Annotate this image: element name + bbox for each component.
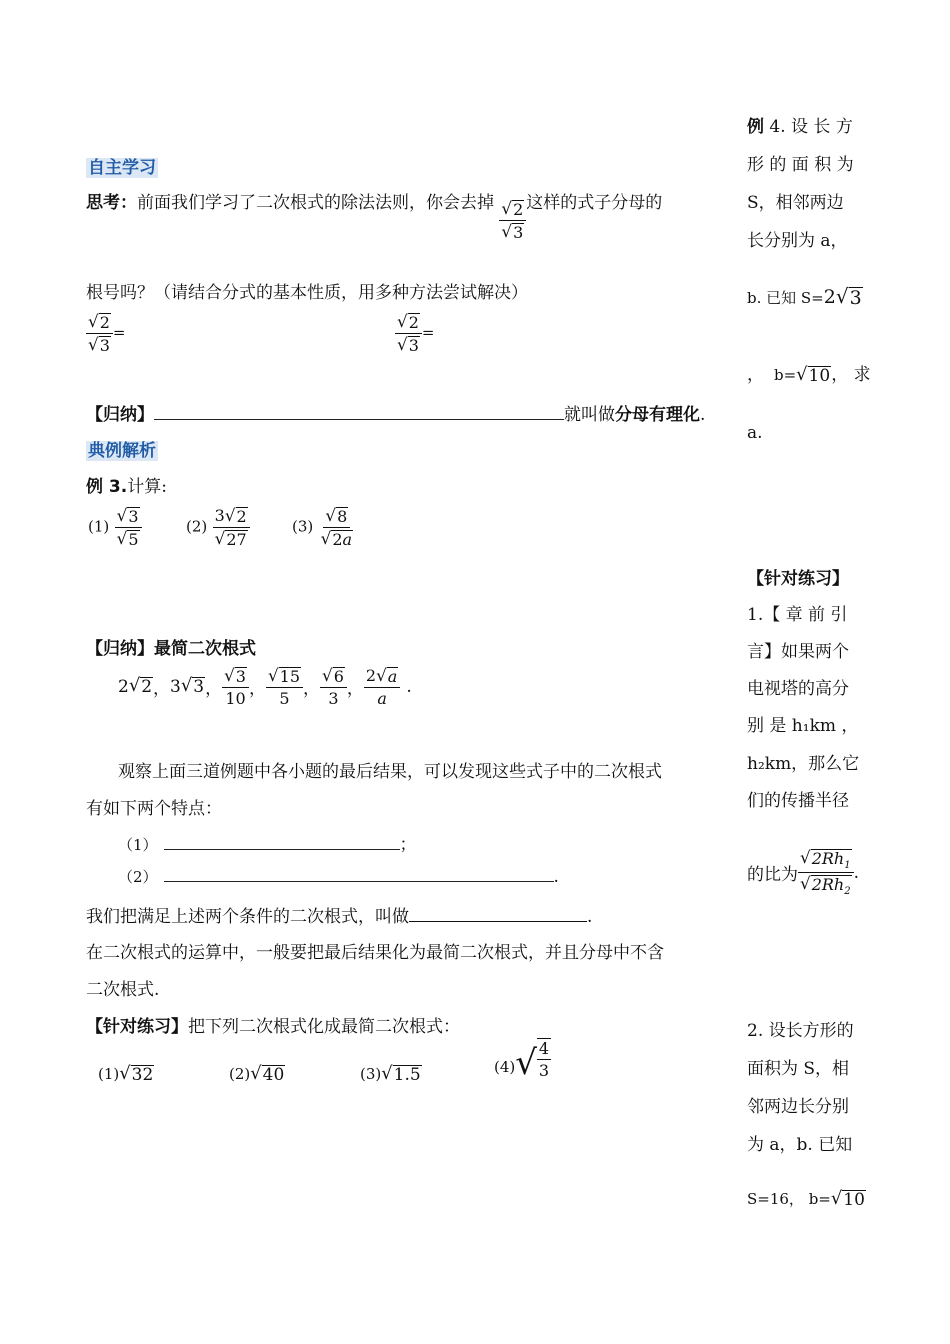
expr1-equals: = bbox=[112, 323, 126, 342]
sr-frac-3: √ 6 3 bbox=[320, 666, 347, 708]
sb-p1-ratio bbox=[747, 848, 859, 897]
ex3-item2-den: 27 bbox=[226, 529, 247, 549]
sr-frac-4: 2 √ a a bbox=[364, 666, 400, 708]
expr2-den: 3 bbox=[408, 335, 419, 355]
ex3-item-1 bbox=[88, 506, 142, 548]
ex3-item3-num: 8 bbox=[337, 507, 348, 526]
ex4-l5: b. 已知 S= bbox=[747, 289, 824, 307]
sb-p1-line-3: 电视塔的高分 bbox=[747, 679, 849, 699]
summary1-suffix: 就叫做 bbox=[564, 405, 615, 425]
feature1-end: ； bbox=[399, 835, 417, 855]
ex4-s-rad: 3 bbox=[849, 287, 862, 309]
sr-sep1: ， bbox=[153, 679, 171, 700]
ex4-line-5: b. 已知 S=2 √ 3 bbox=[747, 284, 862, 309]
ex3-item3-index: (3) bbox=[292, 517, 314, 536]
ex3-item-2 bbox=[186, 506, 250, 548]
sb-p2-l5: S=16， b= bbox=[747, 1190, 831, 1208]
think-expr1-fraction: √ 2 √ 3 bbox=[86, 312, 113, 354]
ex3-item1-fraction: √ 3 √ 5 bbox=[115, 506, 142, 548]
simplest-radical-examples: 2 √ 2 ， 3 √ 3 ， √ 3 10 ， √ 15 5 ， √ 6 3 ， 2 √ a a . bbox=[118, 665, 412, 708]
sb-p1-line-1: 1.【 章 前 引 bbox=[747, 605, 848, 625]
rule-para-1: 在二次根式的运算中，一般要把最后结果化为最简二次根式，并且分母中不含 bbox=[86, 943, 664, 963]
think-text-1: 前面我们学习了二次根式的除法法则，你会去掉 bbox=[137, 193, 494, 213]
section-title-self-study bbox=[86, 153, 158, 178]
summary1-end: . bbox=[700, 405, 706, 425]
sb-p2-line-1: 2. 设长方形的 bbox=[747, 1021, 854, 1041]
sr-f4-den: a bbox=[377, 688, 387, 708]
ex3-item-3 bbox=[292, 506, 355, 548]
p1-item3-rad: 1.5 bbox=[393, 1065, 421, 1085]
feature2-end: . bbox=[553, 867, 559, 887]
sr-comma-2: ， bbox=[303, 679, 321, 700]
sr-e1-coef: 2 bbox=[118, 676, 129, 697]
think-fraction: √ 2 √ 3 bbox=[499, 199, 526, 241]
observe-para-2: 有如下两个特点： bbox=[86, 799, 222, 819]
p1-item4-radical-sign: √ bbox=[515, 1043, 537, 1084]
sb-p1-num: 2Rh bbox=[811, 849, 845, 868]
think-frac-den: 3 bbox=[513, 222, 524, 242]
sr-frac-2: √ 15 5 bbox=[266, 666, 303, 708]
think-line-1 bbox=[86, 188, 662, 241]
ex4-line-3: S，相邻两边 bbox=[747, 193, 844, 213]
sr-e1-rad: 2 bbox=[141, 677, 153, 698]
ex3-item2-fraction: 3 √ 2 √ 27 bbox=[213, 506, 250, 548]
expr2-num: 2 bbox=[408, 313, 419, 332]
ex4-l6c: ， 求 bbox=[831, 365, 871, 385]
rule-para-2: 二次根式. bbox=[86, 980, 160, 1000]
ex4-line-2: 形 的 面 积 为 bbox=[747, 155, 854, 175]
sr-f4-coef: 2 bbox=[365, 666, 377, 685]
definition-line bbox=[86, 902, 592, 927]
ex4-l6b: b= bbox=[774, 366, 797, 384]
ex4-s-coef: 2 bbox=[823, 286, 836, 308]
sb-p2-line-2: 面积为 S，相 bbox=[747, 1059, 850, 1079]
think-text-2: 这样的式子分母的 bbox=[526, 193, 663, 213]
think-expression-2 bbox=[395, 312, 434, 354]
practice1-heading bbox=[86, 1012, 460, 1037]
sb-p1-line-2: 言】如果两个 bbox=[747, 642, 849, 662]
ex3-item3-fraction: √ 8 √ 2a bbox=[320, 505, 353, 549]
sb-p2-line-3: 邻两边长分别 bbox=[747, 1097, 849, 1117]
sb-p1-sub2: 2 bbox=[844, 886, 851, 898]
p1-item3-index: (3) bbox=[360, 1065, 382, 1083]
ex3-item2-index: (2) bbox=[186, 517, 208, 536]
sb-p2-line-5: S=16， b= √ 10 bbox=[747, 1188, 865, 1210]
expr2-equals: = bbox=[421, 323, 435, 342]
sb-p2-rad: 10 bbox=[843, 1190, 865, 1210]
sb-p1-den: 2Rh bbox=[811, 875, 845, 895]
sb-p1-line-4: 别 是 h₁km ， bbox=[747, 716, 859, 736]
summary-rationalize bbox=[86, 400, 705, 425]
sb-p1-end: . bbox=[853, 862, 860, 883]
ex4-l6a: ， bbox=[747, 365, 764, 385]
sr-e2-coef: 3 bbox=[170, 676, 181, 697]
sidebar-practice-label: 【针对练习】 bbox=[747, 569, 849, 589]
ex3-label: 例 3. bbox=[86, 477, 128, 497]
p1-item4-den: 3 bbox=[538, 1061, 550, 1081]
sb-p1-line-6: 们的传播半径 bbox=[747, 791, 849, 811]
ex4-b-rad: 10 bbox=[808, 366, 831, 386]
ex3-item1-index: (1) bbox=[88, 517, 110, 536]
think-frac-num: 2 bbox=[513, 200, 524, 219]
practice1-item-3: (3) √ 1.5 bbox=[360, 1063, 421, 1085]
sr-f4-rad: a bbox=[387, 667, 398, 686]
practice1-text: 把下列二次根式化成最简二次根式： bbox=[188, 1017, 460, 1037]
sr-f2-num: 15 bbox=[279, 667, 301, 686]
sb-p1-l7: 的比为 bbox=[747, 865, 798, 886]
sb-p1-line-5: h₂km，那么它 bbox=[747, 754, 860, 774]
expr1-den: 3 bbox=[99, 335, 110, 355]
sr-comma-3: ， bbox=[346, 679, 364, 700]
feature-2 bbox=[118, 866, 559, 887]
ex3-item2-num: 2 bbox=[236, 507, 247, 526]
ex4-l1: 4. 设 长 方 bbox=[764, 117, 853, 137]
p1-item2-rad: 40 bbox=[262, 1065, 285, 1085]
think-expr2-fraction: √ 2 √ 3 bbox=[395, 312, 422, 354]
summary1-term: 分母有理化 bbox=[615, 405, 700, 425]
ex3-item1-num: 3 bbox=[128, 507, 139, 526]
p1-item2-index: (2) bbox=[229, 1065, 251, 1083]
ex3-item1-den: 5 bbox=[128, 529, 139, 549]
sr-f2-den: 5 bbox=[279, 688, 290, 708]
example-3-heading bbox=[86, 472, 167, 497]
feature2-blank[interactable] bbox=[164, 867, 554, 882]
definition-blank[interactable] bbox=[409, 907, 587, 922]
summary1-label: 【归纳】 bbox=[86, 405, 154, 425]
self-study-heading: 自主学习 bbox=[88, 158, 156, 178]
ex3-item3-den-var: a bbox=[342, 529, 353, 549]
expr1-num: 2 bbox=[99, 313, 110, 332]
ex4-label: 例 bbox=[747, 117, 764, 137]
ex4-line-7: a. bbox=[747, 423, 763, 443]
feature1-index: （1） bbox=[118, 836, 158, 854]
sr-f3-num: 6 bbox=[333, 667, 344, 686]
sr-sep2: ， bbox=[205, 679, 223, 700]
practice1-item-1: (1) √ 32 bbox=[98, 1063, 154, 1085]
definition-text: 我们把满足上述两个条件的二次根式，叫做 bbox=[86, 907, 409, 927]
feature1-blank[interactable] bbox=[164, 835, 400, 850]
summary1-blank[interactable] bbox=[154, 405, 564, 420]
summary2-label: 【归纳】 bbox=[86, 639, 154, 659]
feature2-index: （2） bbox=[118, 868, 158, 886]
sb-p2-line-4: 为 a，b. 已知 bbox=[747, 1135, 853, 1155]
feature-1 bbox=[118, 830, 417, 855]
practice1-item-2: (2) √ 40 bbox=[229, 1063, 285, 1085]
observe-para-1: 观察上面三道例题中各小题的最后结果，可以发现这些式子中的二次根式 bbox=[118, 762, 662, 782]
p1-item4-fraction bbox=[537, 1038, 551, 1080]
sr-f3-den: 3 bbox=[328, 688, 339, 708]
ex4-line-1 bbox=[747, 108, 853, 146]
ex3-item3-den-coef: 2 bbox=[332, 529, 343, 549]
ex3-text: 计算: bbox=[127, 477, 167, 497]
sr-f1-num: 3 bbox=[235, 667, 246, 686]
sb-p1-fraction: √ $2Rh_1$ √ $2Rh_2$ bbox=[798, 848, 854, 897]
sr-f1-den: 10 bbox=[225, 688, 246, 708]
sr-comma-1: ， bbox=[248, 679, 266, 700]
p1-item1-rad: 32 bbox=[131, 1065, 154, 1085]
sr-frac-1: √ 3 10 bbox=[222, 666, 249, 708]
think-text-3: 根号吗？（请结合分式的基本性质，用多种方法尝试解决） bbox=[86, 283, 528, 303]
definition-end: . bbox=[587, 907, 593, 927]
practice1-label: 【针对练习】 bbox=[86, 1017, 188, 1037]
ex4-line-4: 长分别为 a， bbox=[747, 231, 848, 251]
practice1-item-4 bbox=[494, 1038, 551, 1084]
think-label: 思考： bbox=[86, 193, 137, 213]
sr-end: . bbox=[406, 676, 412, 697]
p1-item4-index: (4) bbox=[494, 1058, 516, 1077]
section-title-examples bbox=[86, 436, 158, 461]
ex4-line-6: ， b= √ 10 ， 求 bbox=[747, 364, 871, 386]
summary2-title: 最简二次根式 bbox=[154, 639, 256, 659]
p1-item4-num: 4 bbox=[537, 1039, 551, 1060]
think-expression-1 bbox=[86, 312, 125, 354]
sr-e2-rad: 3 bbox=[193, 677, 205, 698]
p1-item1-index: (1) bbox=[98, 1065, 120, 1083]
sb-p1-sub1: 1 bbox=[844, 860, 851, 872]
summary-simplest-radical bbox=[86, 634, 256, 659]
examples-heading: 典例解析 bbox=[88, 441, 156, 461]
ex3-item2-coef: 3 bbox=[214, 506, 225, 525]
